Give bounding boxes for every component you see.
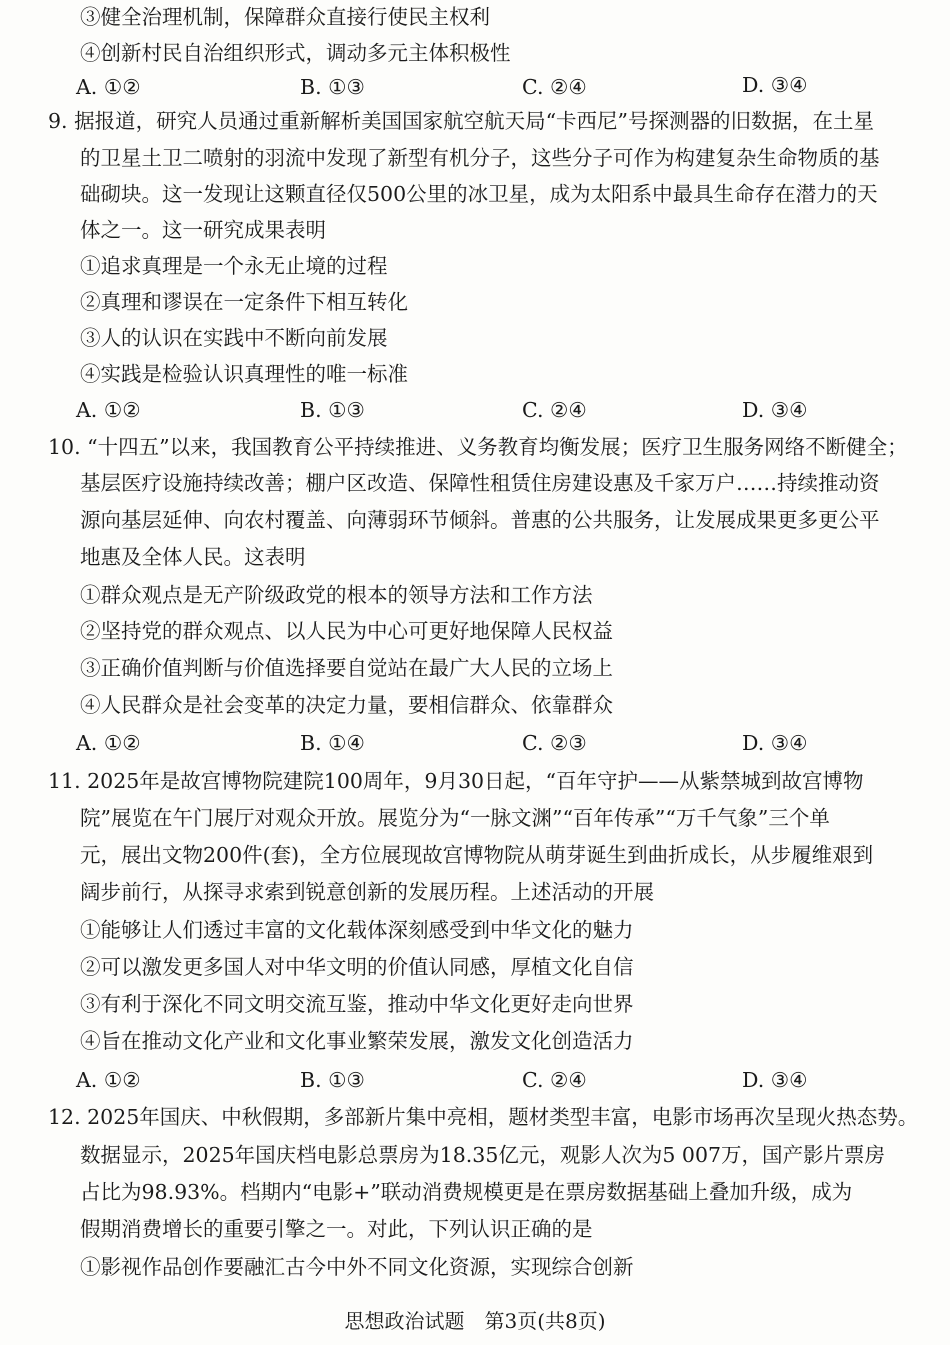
q8-statement-4: ④创新村民自治组织形式，调动多元主体积极性 (80, 41, 511, 65)
q11-stem-line-1: 11. 2025年是故宫博物院建院100周年，9月30日起，“百年守护——从紫禁城到故宫博物 (48, 769, 864, 793)
q11-statement-4: ④旨在推动文化产业和文化事业繁荣发展，激发文化创造活力 (80, 1029, 634, 1053)
q12-statement-1: ①影视作品创作要融汇古今中外不同文化资源，实现综合创新 (80, 1255, 634, 1279)
q10-statement-2: ②坚持党的群众观点、以人民为中心可更好地保障人民权益 (80, 619, 613, 643)
q10-choice-b: B. ①④ (300, 731, 365, 755)
q8-choice-d: D. ③④ (742, 73, 808, 97)
q9-statement-2: ②真理和谬误在一定条件下相互转化 (80, 290, 408, 314)
q10-stem-line-3: 源向基层延伸、向农村覆盖、向薄弱环节倾斜。普惠的公共服务，让发展成果更多更公平 (80, 508, 880, 532)
q11-choice-c: C. ②④ (522, 1068, 587, 1092)
q10-choice-d: D. ③④ (742, 731, 808, 755)
page-footer: 思想政治试题 第3页(共8页) (344, 1309, 606, 1333)
q10-stem-line-2: 基层医疗设施持续改善；棚户区改造、保障性租赁住房建设惠及千家万户……持续推动资 (80, 471, 880, 495)
q9-choice-a: A. ①② (76, 398, 141, 422)
q8-choice-b: B. ①③ (300, 75, 365, 99)
q8-statement-3: ③健全治理机制，保障群众直接行使民主权利 (80, 5, 490, 29)
q11-choice-b: B. ①③ (300, 1068, 365, 1092)
q11-statement-3: ③有利于深化不同文明交流互鉴，推动中华文化更好走向世界 (80, 992, 634, 1016)
q9-statement-4: ④实践是检验认识真理性的唯一标准 (80, 362, 408, 386)
q11-stem-line-4: 阔步前行，从探寻求索到锐意创新的发展历程。上述活动的开展 (80, 880, 654, 904)
q11-stem-line-3: 元，展出文物200件(套)，全方位展现故宫博物院从萌芽诞生到曲折成长，从步履维艰到 (80, 843, 874, 867)
q11-choice-a: A. ①② (76, 1068, 141, 1092)
q10-statement-4: ④人民群众是社会变革的决定力量，要相信群众、依靠群众 (80, 693, 613, 717)
q9-stem-line-1: 9. 据报道，研究人员通过重新解析美国国家航空航天局“卡西尼”号探测器的旧数据，在土星 (48, 109, 875, 133)
q9-stem-line-3: 础砌块。这一发现让这颗直径仅500公里的冰卫星，成为太阳系中最具生命存在潜力的天 (80, 182, 878, 206)
q10-statement-1: ①群众观点是无产阶级政党的根本的领导方法和工作方法 (80, 583, 593, 607)
q12-stem-line-4: 假期消费增长的重要引擎之一。对此，下列认识正确的是 (80, 1217, 593, 1241)
q9-statement-1: ①追求真理是一个永无止境的过程 (80, 254, 388, 278)
q10-statement-3: ③正确价值判断与价值选择要自觉站在最广大人民的立场上 (80, 656, 613, 680)
q9-stem-line-4: 体之一。这一研究成果表明 (80, 218, 326, 242)
q11-choice-d: D. ③④ (742, 1068, 808, 1092)
q11-statement-2: ②可以激发更多国人对中华文明的价值认同感，厚植文化自信 (80, 955, 634, 979)
q9-statement-3: ③人的认识在实践中不断向前发展 (80, 326, 388, 350)
q11-stem-line-2: 院”展览在午门展厅对观众开放。展览分为“一脉文渊”“百年传承”“万千气象”三个单 (80, 806, 830, 830)
q12-stem-line-1: 12. 2025年国庆、中秋假期，多部新片集中亮相，题材类型丰富，电影市场再次呈现火热态势。 (48, 1105, 919, 1129)
q12-stem-line-3: 占比为98.93%。档期内“电影+”联动消费规模更是在票房数据基础上叠加升级，成为 (80, 1180, 853, 1204)
q12-stem-line-2: 数据显示，2025年国庆档电影总票房为18.35亿元，观影人次为5 007万，国产影片票房 (80, 1143, 886, 1167)
q8-choice-c: C. ②④ (522, 75, 587, 99)
q10-choice-c: C. ②③ (522, 731, 587, 755)
q9-choice-c: C. ②④ (522, 398, 587, 422)
q9-choice-d: D. ③④ (742, 398, 808, 422)
q10-stem-line-1: 10. “十四五”以来，我国教育公平持续推进、义务教育均衡发展；医疗卫生服务网络不断健全； (48, 435, 908, 459)
q10-choice-a: A. ①② (76, 731, 141, 755)
q9-stem-line-2: 的卫星土卫二喷射的羽流中发现了新型有机分子，这些分子可作为构建复杂生命物质的基 (80, 146, 880, 170)
q9-choice-b: B. ①③ (300, 398, 365, 422)
q11-statement-1: ①能够让人们透过丰富的文化载体深刻感受到中华文化的魅力 (80, 918, 634, 942)
q8-choice-a: A. ①② (76, 75, 141, 99)
q10-stem-line-4: 地惠及全体人民。这表明 (80, 545, 306, 569)
